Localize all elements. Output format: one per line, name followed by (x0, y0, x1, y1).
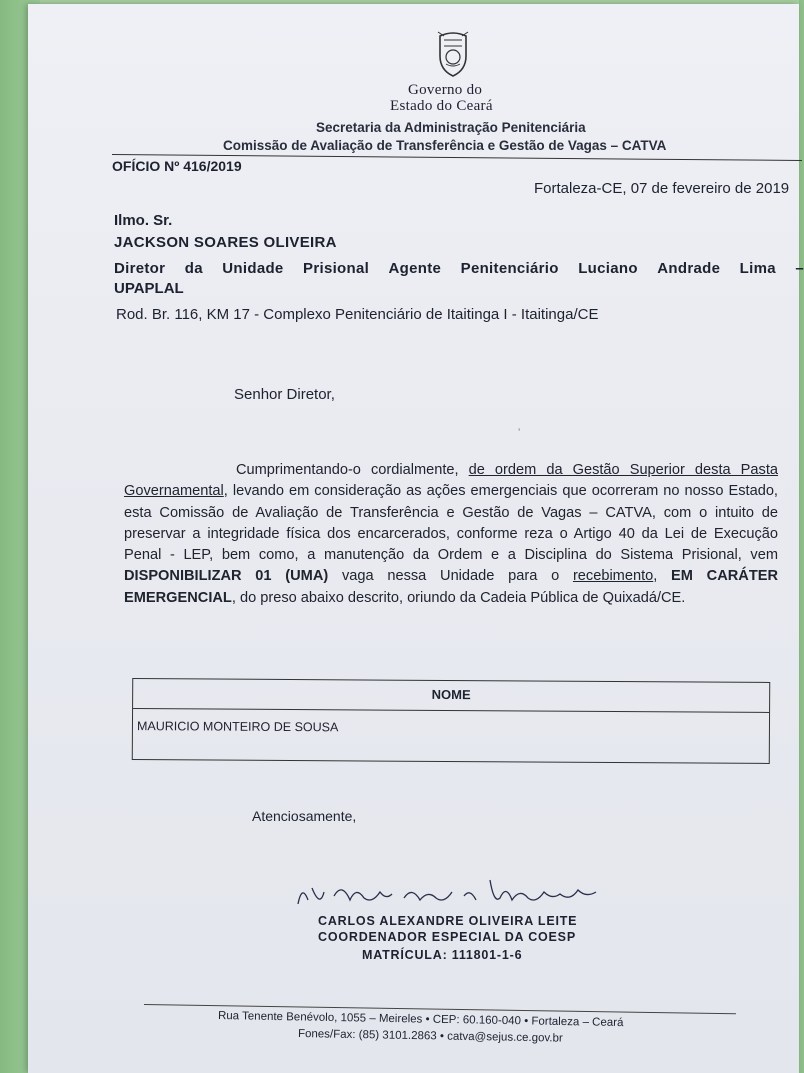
table-header: NOME (431, 686, 471, 703)
footer-contact: Fones/Fax: (85) 3101.2863 • catva@sejus.ce.gov.br (297, 1028, 563, 1045)
recipient-address: Rod. Br. 116, KM 17 - Complexo Penitenciário de Itaitinga I - Itaitinga/CE (116, 306, 599, 323)
body-segment: , do preso abaixo descrito, oriundo da Cadeia Pública de Quixadá/CE. (231, 589, 686, 606)
role-word: Luciano (578, 260, 638, 277)
recipient-role-line-1 (114, 260, 804, 277)
role-word: – (795, 260, 804, 277)
gov-line-1: Governo do (408, 82, 483, 98)
body-segment-bold: EM CARÁTER EMERGENCIAL (124, 568, 779, 606)
letter-date: Fortaleza-CE, 07 de fevereiro de 2019 (534, 180, 790, 197)
body-segment-underlined: recebimento (572, 568, 654, 585)
gov-line-2: Estado do Ceará (390, 98, 493, 114)
recipient-role-line-2: UPAPLAL (114, 280, 184, 297)
oficio-number: OFÍCIO Nº 416/2019 (112, 158, 242, 174)
body-segment: , (653, 568, 672, 585)
role-word: Unidade (222, 260, 284, 277)
role-word: Agente (388, 260, 442, 277)
greeting: Senhor Diretor, (234, 386, 335, 403)
body-segment-underlined: de ordem da Gestão Superior desta Pasta Governamental (124, 462, 778, 500)
document-page (28, 4, 804, 1073)
role-word: da (184, 260, 203, 277)
recipient-name: JACKSON SOARES OLIVEIRA (114, 234, 337, 251)
table-divider (133, 708, 769, 713)
ceara-coat-of-arms-icon (434, 30, 472, 80)
comissao-heading: Comissão de Avaliação de Transferência e Gestão de Vagas – CATVA (223, 138, 667, 153)
footer-address: Rua Tenente Benévolo, 1055 – Meireles • CEP: 60.160-040 • Fortaleza – Ceará (217, 1010, 624, 1030)
letter-body (124, 460, 778, 609)
secretaria-heading: Secretaria da Administração Penitenciária (316, 120, 586, 135)
recipient-title: Ilmo. Sr. (114, 212, 173, 229)
role-word: Diretor (114, 260, 166, 277)
body-segment: , levando em consideração as ações emergenciais que ocorreram no nosso Estado, esta Comissão de Avaliação de Transferência e Gestão de Vagas – CATVA, com o intuito de preservar a integridade física dos encarcerados, conforme reza o Artigo 40 da Lei de Execução Penal - LEP, bem como, a manutenção da Ordem e a Disciplina do Sistema Prisional, vem (124, 483, 778, 564)
body-segment: vaga nessa Unidade para o (328, 568, 573, 585)
role-word: Penitenciário (460, 260, 559, 277)
role-word: Prisional (303, 260, 370, 277)
pen-mark: ʼ (518, 428, 521, 439)
role-word: Lima (739, 260, 776, 277)
prisoner-table (132, 678, 770, 764)
role-word: Andrade (657, 260, 721, 277)
body-segment-bold: DISPONIBILIZAR 01 (UMA) (124, 568, 329, 585)
table-row: MAURICIO MONTEIRO DE SOUSA (136, 719, 339, 735)
handwritten-signature (294, 874, 604, 916)
body-segment: Cumprimentando-o cordialmente, (236, 462, 469, 478)
signatory-title: COORDENADOR ESPECIAL DA COESP (318, 930, 576, 944)
signatory-name: CARLOS ALEXANDRE OLIVEIRA LEITE (318, 914, 578, 928)
closing: Atenciosamente, (252, 808, 357, 824)
signatory-matricula: MATRÍCULA: 111801-1-6 (362, 948, 523, 962)
